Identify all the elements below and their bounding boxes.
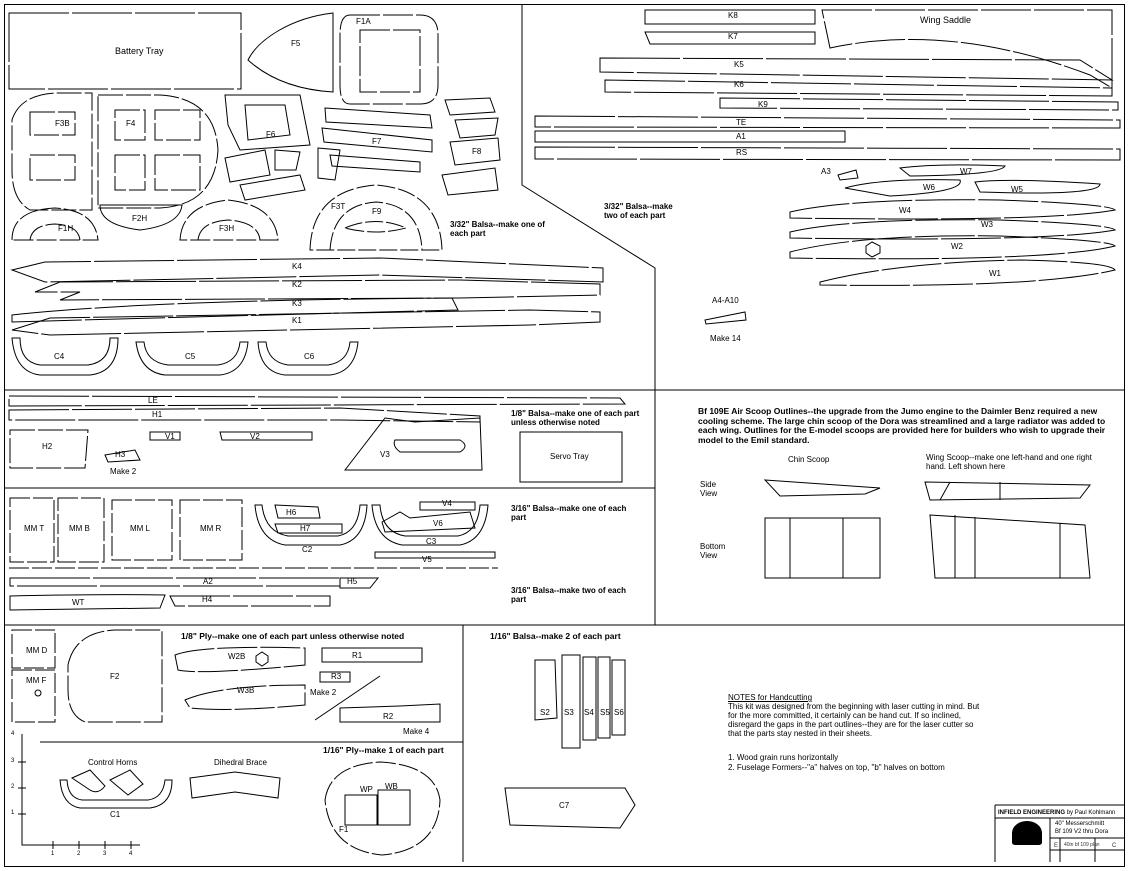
control-horn-left <box>72 770 105 792</box>
v5-label: V5 <box>422 555 432 564</box>
k7-label: K7 <box>728 32 738 41</box>
h7-label: H7 <box>300 524 311 533</box>
top-left-instruction: 3/32" Balsa--make one of each part <box>450 220 545 238</box>
f9-outline <box>310 185 442 250</box>
k3-outline <box>12 298 458 322</box>
h6-label: H6 <box>286 508 297 517</box>
bottom-view-label: Bottom View <box>700 542 726 560</box>
w5-label: W5 <box>1011 185 1023 194</box>
c4-label: C4 <box>54 352 65 361</box>
f3h-label: F3H <box>219 224 235 233</box>
battery-tray-label: Battery Tray <box>115 46 164 56</box>
f8-outline <box>442 98 500 195</box>
notes-item2: 2. Fuselage Formers--"a" halves on top, "b" halves on bottom <box>728 763 945 772</box>
a2-label: A2 <box>203 577 213 586</box>
h3-label: H3 <box>115 450 126 459</box>
a1-label: A1 <box>736 132 746 141</box>
control-horn-right <box>110 770 143 795</box>
title-line2: Bf 109 V2 thru Dora <box>1055 829 1109 835</box>
w1-label: W1 <box>989 269 1001 278</box>
h4-label: H4 <box>202 595 213 604</box>
scale-y-2: 2 <box>11 784 15 790</box>
band3-instruction: 3/16" Balsa--make two of each part <box>511 586 626 604</box>
f5-outline <box>248 13 333 92</box>
a4-a10-label: A4-A10 <box>712 296 739 305</box>
mm-d-label: MM D <box>26 646 48 655</box>
wing-scoop-side <box>925 482 1090 500</box>
mm-b-label: MM B <box>69 524 90 533</box>
scale-y-1: 1 <box>11 810 15 816</box>
wing-scoop-label: Wing Scoop--make one left-hand and one right hand. Left shown here <box>926 453 1092 471</box>
ply-make4: Make 4 <box>403 727 430 736</box>
c5-label: C5 <box>185 352 196 361</box>
c7-label: C7 <box>559 801 570 810</box>
k2-outline <box>35 280 600 300</box>
f4-outline <box>98 95 218 208</box>
v5-outline <box>375 552 495 558</box>
k4-label: K4 <box>292 262 302 271</box>
notes-body: This kit was designed from the beginning with laser cutting in mind. But for the more committed, it certainly can be hand cut. If so inclined, disregard the gaps in the part outlines--they are for the laser cutter so that the parts stay nested in their sheets. <box>728 702 980 738</box>
c4-outline <box>12 338 118 375</box>
h5-outline <box>340 578 378 588</box>
f6-strips <box>225 150 305 200</box>
s5-label: S5 <box>600 708 610 717</box>
ply16-instruction: 1/16" Ply--make 1 of each part <box>323 745 444 755</box>
r-diagonal <box>315 676 380 720</box>
company-name: INFIELD ENGINEERING <box>998 810 1066 816</box>
c1-label: C1 <box>110 810 121 819</box>
k5-outline <box>600 58 1112 80</box>
s4-label: S4 <box>584 708 594 717</box>
wb-outline <box>378 790 410 825</box>
control-horns-label: Control Horns <box>88 758 138 767</box>
scale-x-2: 2 <box>77 851 81 857</box>
wing-saddle-label: Wing Saddle <box>920 15 972 25</box>
ply-make2: Make 2 <box>310 688 337 697</box>
f6-label: F6 <box>266 130 276 139</box>
chin-scoop-label: Chin Scoop <box>788 455 830 464</box>
wt-label: WT <box>72 598 85 607</box>
c7-outline <box>505 788 635 828</box>
v4-label: V4 <box>442 499 452 508</box>
mm-r-label: MM R <box>200 524 222 533</box>
h6-outline <box>275 505 320 518</box>
f7-label: F7 <box>372 137 382 146</box>
author-name: by Paul Kohlmann <box>1066 810 1116 816</box>
title-rev: C <box>1112 843 1117 849</box>
k4-outline <box>12 258 603 282</box>
k1-label: K1 <box>292 316 302 325</box>
w3-label: W3 <box>981 220 993 229</box>
dihedral-brace-label: Dihedral Brace <box>214 758 267 767</box>
title-size: E <box>1054 843 1059 849</box>
scale-axes <box>18 734 140 849</box>
a2-outline <box>10 578 340 586</box>
h4-outline <box>170 596 330 606</box>
chin-scoop-side <box>765 480 880 496</box>
wing-scoop-bottom <box>930 515 1090 578</box>
w3b-label: W3B <box>237 686 255 695</box>
h5-label: H5 <box>347 577 358 586</box>
f5-label: F5 <box>291 39 301 48</box>
f9-label: F9 <box>372 207 382 216</box>
mm-f-label: MM F <box>26 676 47 685</box>
a3-label: A3 <box>821 167 831 176</box>
v3-outline <box>345 418 482 470</box>
k9-outline <box>720 98 1118 110</box>
scale-y-4: 4 <box>11 731 15 737</box>
chin-scoop-bottom <box>765 518 880 578</box>
rs-label: RS <box>736 148 748 157</box>
f2-ply-label: F2 <box>110 672 120 681</box>
f4-label: F4 <box>126 119 136 128</box>
v3-label: V3 <box>380 450 390 459</box>
s2-label: S2 <box>540 708 550 717</box>
title-sheet-name: 40in bf 109 plan <box>1064 842 1100 848</box>
scoop-description: Bf 109E Air Scoop Outlines--the upgrade from the Jumo engine to the Daimler Benz required a new cooling scheme. The large chin scoop of the Dora was streamlined and a large radiator was added to each wing. Outlines for the E-model scoops are provided here for builders who wish to upgrade their model to the Emil standard. <box>698 406 1106 445</box>
f3b-label: F3B <box>55 119 70 128</box>
scale-x-3: 3 <box>103 851 107 857</box>
k6-label: K6 <box>734 80 744 89</box>
rs-outline <box>535 147 1120 160</box>
r2-label: R2 <box>383 712 394 721</box>
le-label: LE <box>148 396 158 405</box>
f1-ply-outline <box>325 762 440 855</box>
h2-label: H2 <box>42 442 53 451</box>
f1h-outline <box>12 208 98 240</box>
f1-ply-label: F1 <box>339 825 349 834</box>
balsa16-instruction: 1/16" Balsa--make 2 of each part <box>490 631 621 641</box>
w7-label: W7 <box>960 167 972 176</box>
c1-outline <box>60 780 172 808</box>
mm-t-label: MM T <box>24 524 45 533</box>
make14-label: Make 14 <box>710 334 741 343</box>
w2b-label: W2B <box>228 652 246 661</box>
k8-label: K8 <box>728 11 738 20</box>
top-right-instruction: 3/32" Balsa--make two of each part <box>604 202 673 220</box>
r1-outline <box>322 648 422 662</box>
k1-outline <box>12 310 600 335</box>
le-outline <box>9 396 625 406</box>
f3h-outline <box>180 200 278 240</box>
w2-label: W2 <box>951 242 963 251</box>
w4-outline <box>790 200 1115 219</box>
f3b-outline <box>12 93 92 210</box>
te-label: TE <box>736 118 747 127</box>
ply-instruction: 1/8" Ply--make one of each part unless otherwise noted <box>181 631 405 641</box>
wp-outline <box>345 795 377 825</box>
scale-x-1: 1 <box>51 851 55 857</box>
w4-label: W4 <box>899 206 911 215</box>
scale-y-3: 3 <box>11 758 15 764</box>
s6-label: S6 <box>614 708 624 717</box>
f1a-outline <box>340 15 438 104</box>
band1-make2: Make 2 <box>110 467 137 476</box>
w6-outline <box>845 180 960 196</box>
logo-icon <box>1012 821 1042 845</box>
w7-outline <box>900 165 1005 176</box>
f1a-label: F1A <box>356 17 371 26</box>
band1-instruction: 1/8" Balsa--make one of each part unless otherwise noted <box>511 409 640 427</box>
w6-label: W6 <box>923 183 935 192</box>
s3-s6-outline <box>562 655 625 748</box>
v6-outline <box>382 512 475 532</box>
h1-outline <box>9 408 480 422</box>
k6-outline <box>605 80 1112 96</box>
h1-label: H1 <box>152 410 163 419</box>
te-outline <box>535 116 1120 128</box>
k3-label: K3 <box>292 299 302 308</box>
w5-outline <box>975 180 1100 193</box>
wt-outline <box>10 595 165 610</box>
notes-title: NOTES for Handcutting <box>728 693 813 702</box>
f8-label: F8 <box>472 147 482 156</box>
s3-label: S3 <box>564 708 574 717</box>
w1-outline <box>820 260 1115 285</box>
wp-label: WP <box>360 785 373 794</box>
r1-label: R1 <box>352 651 363 660</box>
side-view-label: Side View <box>700 480 718 498</box>
v1-label: V1 <box>165 432 175 441</box>
a3-outline <box>838 170 858 180</box>
k5-label: K5 <box>734 60 744 69</box>
title-line1: 40" Messerschmitt <box>1055 821 1105 827</box>
a1-outline <box>535 131 845 142</box>
r3-label: R3 <box>331 672 342 681</box>
v2-label: V2 <box>250 432 260 441</box>
c2-label: C2 <box>302 545 313 554</box>
mm-l-label: MM L <box>130 524 150 533</box>
f6-outline <box>225 95 310 150</box>
band2-instruction: 3/16" Balsa--make one of each part <box>511 504 627 522</box>
f3t-label: F3T <box>331 202 346 211</box>
v6-label: V6 <box>433 519 443 528</box>
notes-item1: 1. Wood grain runs horizontally <box>728 753 839 762</box>
c6-label: C6 <box>304 352 315 361</box>
a4-a10-outline <box>705 312 746 324</box>
f2h-label: F2H <box>132 214 148 223</box>
c2-outline <box>255 505 367 545</box>
scale-x-4: 4 <box>129 851 133 857</box>
title-company <box>998 810 1115 816</box>
v2-outline <box>220 432 312 440</box>
dihedral-brace-outline <box>190 772 280 798</box>
servo-tray-label: Servo Tray <box>550 452 589 461</box>
c3-label: C3 <box>426 537 437 546</box>
wb-label: WB <box>385 782 398 791</box>
k2-label: K2 <box>292 280 302 289</box>
k9-label: K9 <box>758 100 768 109</box>
f1h-label: F1H <box>58 224 74 233</box>
